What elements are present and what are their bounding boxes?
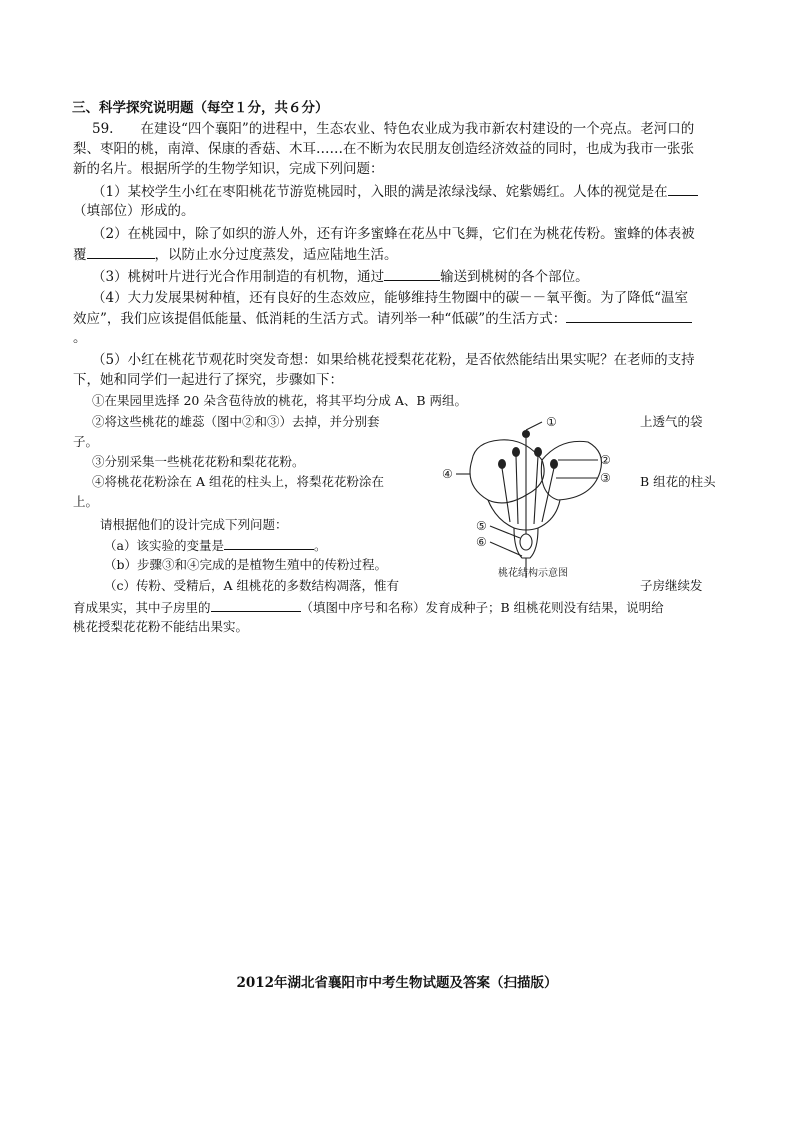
anther-1 bbox=[498, 459, 506, 469]
part2-text-a: 覆 bbox=[73, 247, 87, 263]
q59-intro-line-2: 梨、枣阳的桃，南漳、保康的香菇、木耳……在不断为农民朋友创造经济效益的同时，也成为我市一张张 bbox=[73, 141, 694, 157]
label-3: ③ bbox=[600, 471, 611, 485]
page-footer-title: 2012年湖北省襄阳市中考生物试题及答案（扫描版） bbox=[236, 975, 558, 991]
question-a-end: 。 bbox=[313, 538, 327, 553]
ask-line: 请根据他们的设计完成下列问题： bbox=[100, 517, 288, 532]
petal-right bbox=[541, 441, 601, 500]
answer-blank-3[interactable] bbox=[384, 266, 440, 281]
step-2-a: ②将这些桃花的雄蕊（图中②和③）去掉，并分别套 bbox=[92, 414, 380, 429]
answer-blank-4[interactable] bbox=[566, 308, 692, 323]
q59-part4-line-3: 。 bbox=[73, 330, 87, 346]
question-c-line-3: 桃花授梨花花粉不能结出果实。 bbox=[73, 619, 249, 634]
label-1: ① bbox=[546, 415, 557, 429]
question-c-line-1b: 子房继续发 bbox=[640, 578, 703, 593]
question-c-text-b: （填图中序号和名称）发育成种子；B 组桃花则没有结果，说明给 bbox=[300, 600, 664, 615]
step-1: ①在果园里选择 20 朵含苞待放的桃花，将其平均分成 A、B 两组。 bbox=[92, 393, 468, 408]
question-c-line-2 bbox=[73, 597, 664, 618]
part1-text: （1）某校学生小红在枣阳桃花节游览桃园时，入眼的满是浓绿浅绿、姹紫嫣红。人体的视觉是在 bbox=[92, 184, 668, 200]
part3-text-a: （3）桃树叶片进行光合作用制造的有机物，通过 bbox=[92, 269, 385, 285]
part4-text: 效应”，我们应该提倡低能量、低消耗的生活方式。请列举一种“低碳”的生活方式： bbox=[73, 311, 567, 327]
step-2-b: 上透气的袋 bbox=[640, 414, 703, 429]
part3-text-b: 输送到桃树的各个部位。 bbox=[440, 269, 589, 285]
q59-part2-line-1: （2）在桃园中，除了如织的游人外，还有许多蜜蜂在花丛中飞舞，它们在为桃花传粉。蜜蜂的体表被 bbox=[92, 226, 695, 242]
part2-text-b: ，以防止水分过度蒸发，适应陆地生活。 bbox=[154, 247, 398, 263]
diagram-caption: 桃花结构示意图 bbox=[498, 568, 568, 579]
question-a-text: （a）该实验的变量是 bbox=[104, 538, 224, 553]
q59-part4-line-2 bbox=[73, 308, 692, 329]
q59-intro-line-1: 59. 在建设“四个襄阳”的进程中，生态农业、特色农业成为我市新农村建设的一个亮点。老河口的 bbox=[92, 121, 695, 137]
q59-part3-line bbox=[92, 266, 589, 287]
q59-part5-line-1: （5）小红在桃花节观花时突发奇想：如果给桃花授梨花花粉，是否依然能结出果实呢？在老师的支持 bbox=[92, 352, 695, 368]
ovule bbox=[520, 534, 532, 550]
q59-part1-line-2: （填部位）形成的。 bbox=[73, 203, 195, 219]
q59-part2-line-2 bbox=[73, 244, 398, 265]
petal-left bbox=[470, 440, 544, 503]
label-2: ② bbox=[600, 453, 611, 467]
filament-2 bbox=[516, 456, 518, 524]
answer-blank-c[interactable] bbox=[211, 597, 301, 612]
question-b: （b）步骤③和④完成的是植物生殖中的传粉过程。 bbox=[104, 557, 388, 572]
q59-part1-line-1 bbox=[92, 181, 698, 202]
step-2-c: 子。 bbox=[73, 434, 99, 449]
question-c-text-a: 育成果实，其中子房里的 bbox=[73, 600, 211, 615]
step-3: ③分别采集一些桃花花粉和梨花花粉。 bbox=[92, 454, 305, 469]
section-title: 三、科学探究说明题（每空１分，共６分） bbox=[72, 100, 329, 116]
step-4-c: 上。 bbox=[73, 494, 99, 509]
answer-blank-a[interactable] bbox=[224, 535, 314, 550]
step-4-b: B 组花的柱头 bbox=[640, 474, 716, 489]
filament-1 bbox=[502, 468, 510, 522]
step-4-a: ④将桃花花粉涂在 A 组花的柱头上，将梨花花粉涂在 bbox=[92, 474, 384, 489]
question-a bbox=[104, 535, 326, 556]
q59-part5-line-2: 下，她和同学们一起进行了探究，步骤如下： bbox=[73, 372, 343, 388]
stigma bbox=[522, 430, 530, 438]
receptacle bbox=[488, 500, 560, 530]
answer-blank-1[interactable] bbox=[668, 181, 698, 196]
peach-flower-diagram bbox=[430, 412, 620, 580]
label-4: ④ bbox=[442, 467, 453, 481]
q59-intro-line-3: 新的名片。根据所学的生物学知识，完成下列问题： bbox=[73, 161, 384, 177]
anther-2 bbox=[512, 447, 520, 457]
anther-4 bbox=[550, 459, 558, 469]
answer-blank-2[interactable] bbox=[87, 244, 155, 259]
q59-part4-line-1: （4）大力发展果树种植，还有良好的生态效应，能够维持生物圈中的碳－－氧平衡。为了降低“温室 bbox=[92, 290, 688, 306]
label-5: ⑤ bbox=[476, 519, 487, 533]
question-c-line-1a: （c）传粉、受精后，A 组桃花的多数结构凋落，惟有 bbox=[104, 578, 400, 593]
anther-3 bbox=[534, 447, 542, 457]
label-6: ⑥ bbox=[476, 535, 487, 549]
